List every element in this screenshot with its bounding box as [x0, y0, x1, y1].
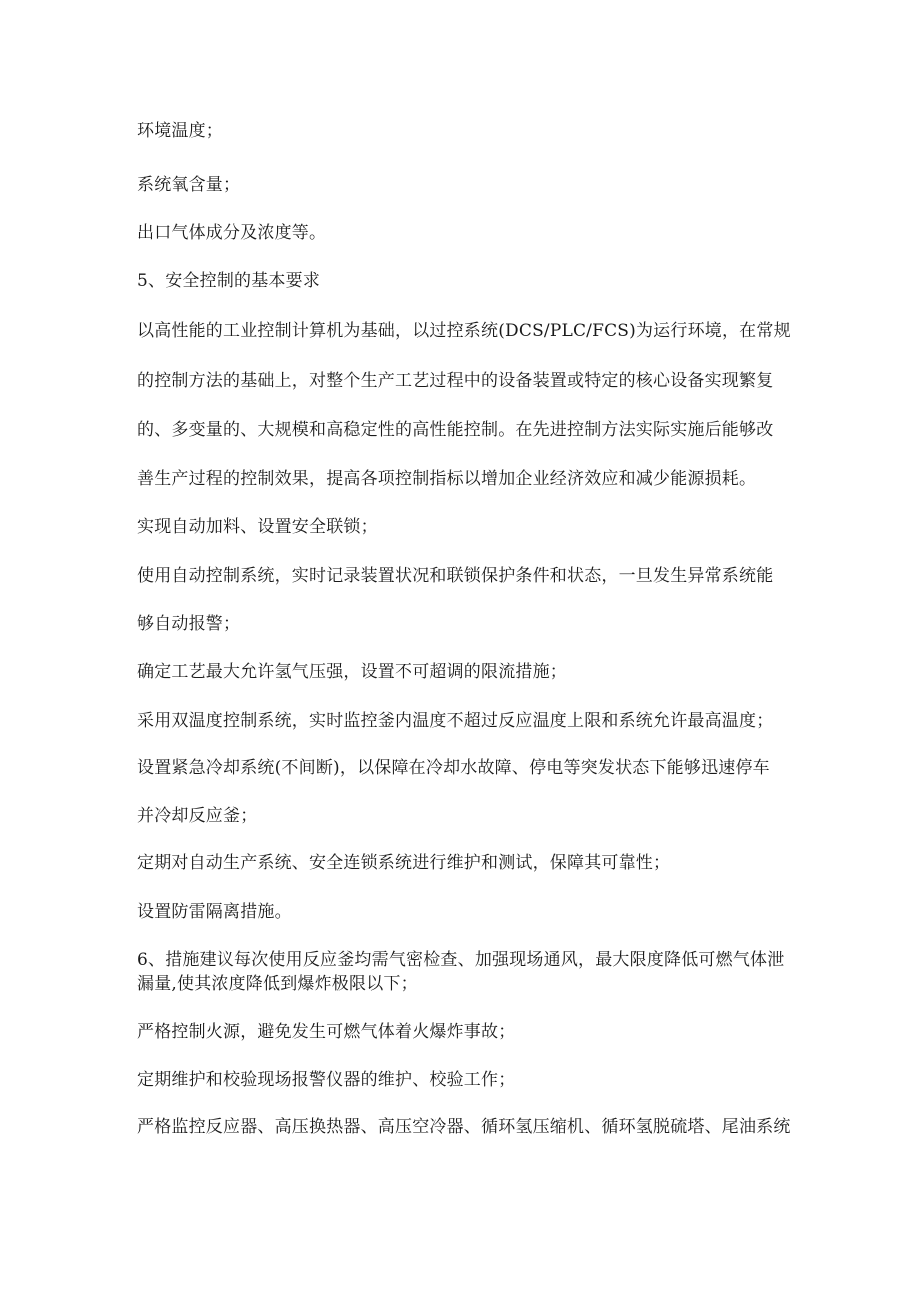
paragraph-line: 以高性能的工业控制计算机为基础，以过控系统(DCS/PLC/FCS)为运行环境，在常规 [137, 321, 791, 341]
text-line: 定期维护和校验现场报警仪器的维护、校验工作； [137, 1070, 516, 1090]
text-line: 采用双温度控制系统，实时监控釜内温度不超过反应温度上限和系统允许最高温度； [137, 711, 774, 731]
text-line-outlet-gas: 出口气体成分及浓度等。 [137, 223, 327, 243]
paragraph-line: 的控制方法的基础上，对整个生产工艺过程中的设备装置或特定的核心设备实现繁复 [137, 371, 774, 391]
text-line: 严格控制火源，避免发生可燃气体着火爆炸事故； [137, 1022, 516, 1042]
text-line-ambient-temperature: 环境温度； [137, 121, 223, 141]
text-line: 设置紧急冷却系统(不间断)，以保障在冷却水故障、停电等突发状态下能够迅速停车 [137, 758, 770, 778]
text-line: 实现自动加料、设置安全联锁； [137, 517, 378, 537]
text-line: 漏量,使其浓度降低到爆炸极限以下； [137, 974, 418, 994]
text-line: 确定工艺最大允许氢气压强，设置不可超调的限流措施； [137, 662, 567, 682]
text-line-oxygen-content: 系统氧含量； [137, 175, 241, 195]
text-line: 严格监控反应器、高压换热器、高压空冷器、循环氢压缩机、循环氢脱硫塔、尾油系统 [137, 1117, 791, 1137]
text-line: 使用自动控制系统，实时记录装置状况和联锁保护条件和状态，一旦发生异常系统能 [137, 566, 774, 586]
text-line: 设置防雷隔离措施。 [137, 902, 292, 922]
text-line: 并冷却反应釜； [137, 806, 258, 826]
section-heading-6: 6、措施建议每次使用反应釜均需气密检查、加强现场通风，最大限度降低可燃气体泄 [137, 950, 785, 970]
text-line: 够自动报警； [137, 614, 241, 634]
text-line: 定期对自动生产系统、安全连锁系统进行维护和测试，保障其可靠性； [137, 853, 671, 873]
section-heading-5: 5、安全控制的基本要求 [137, 271, 321, 291]
paragraph-line: 善生产过程的控制效果，提高各项控制指标以增加企业经济效应和减少能源损耗。 [137, 469, 757, 489]
paragraph-line: 的、多变量的、大规模和高稳定性的高性能控制。在先进控制方法实际实施后能够改 [137, 420, 774, 440]
